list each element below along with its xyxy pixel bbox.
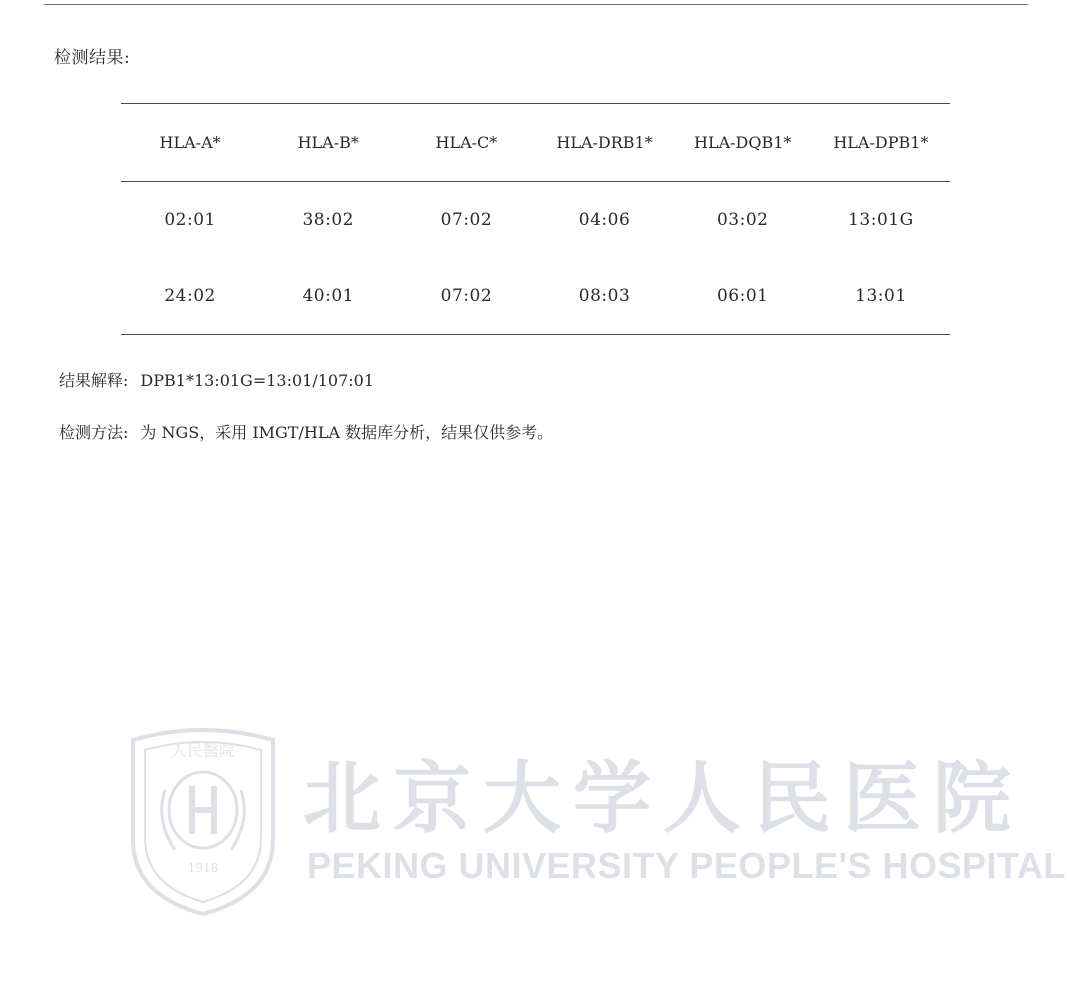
- interpretation-text: DPB1*13:01G=13:01/107:01: [140, 371, 375, 390]
- watermark-name-cn: 北京大学人民医院: [303, 753, 1024, 844]
- interpretation-label: 结果解释:: [59, 371, 129, 390]
- table-row: [121, 182, 950, 259]
- watermark-name-en: PEKING UNIVERSITY PEOPLE'S HOSPITAL: [307, 845, 1066, 886]
- table-cell: 04:06: [578, 210, 631, 230]
- method-text: 为 NGS，采用 IMGT/HLA 数据库分析，结果仅供参考。: [140, 423, 554, 442]
- table-cell: 07:02: [440, 286, 493, 306]
- table-row: [121, 258, 950, 335]
- table-cell: 40:01: [302, 286, 354, 306]
- table-cell: 03:02: [716, 210, 769, 230]
- table-cell: 38:02: [302, 210, 354, 230]
- header-hla-b: HLA-B*: [297, 133, 359, 152]
- svg-text:人民醫院: 人民醫院: [170, 741, 236, 760]
- hospital-seal-icon: [125, 720, 281, 916]
- header-hla-c: HLA-C*: [435, 133, 498, 152]
- table-cell: 02:01: [164, 210, 216, 230]
- section-title: 检测结果:: [54, 48, 131, 68]
- header-hla-dpb1: HLA-DPB1*: [833, 133, 929, 152]
- table-cell: 13:01: [855, 286, 907, 306]
- svg-text:1918: 1918: [187, 861, 219, 875]
- table-cell: 08:03: [578, 286, 631, 306]
- hospital-watermark: [125, 720, 1066, 920]
- test-method: [59, 420, 553, 443]
- hla-results-table: [121, 103, 950, 335]
- result-interpretation: [59, 368, 374, 391]
- header-hla-a: HLA-A*: [159, 133, 221, 152]
- header-hla-dqb1: HLA-DQB1*: [693, 133, 792, 152]
- table-header-row: [121, 104, 950, 182]
- top-divider: [44, 4, 1028, 5]
- header-hla-drb1: HLA-DRB1*: [556, 133, 653, 152]
- table-cell: 13:01G: [848, 210, 914, 230]
- table-cell: 06:01: [716, 286, 769, 306]
- table-cell: 24:02: [164, 286, 216, 306]
- table-cell: 07:02: [440, 210, 493, 230]
- method-label: 检测方法:: [59, 423, 129, 442]
